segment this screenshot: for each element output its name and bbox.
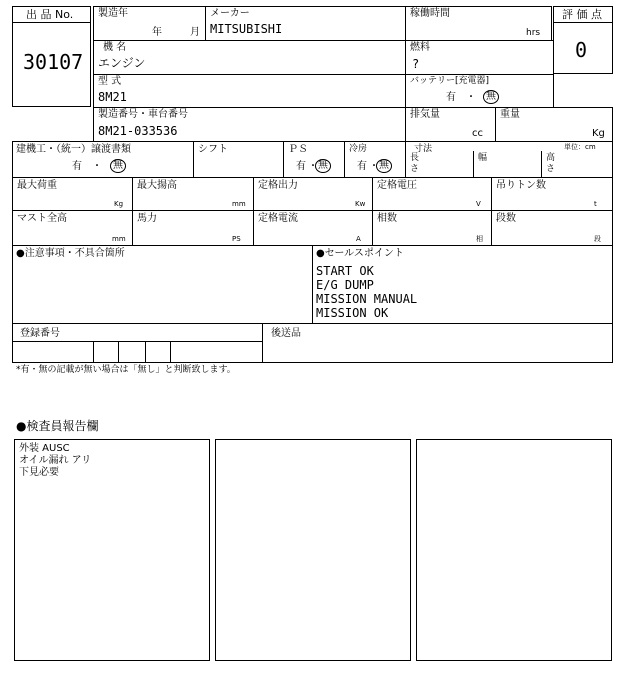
model-value: エンジン [98, 56, 146, 70]
battery-no-circled: 無 [483, 90, 499, 104]
max-load-label: 最大荷重 [17, 180, 57, 191]
inspector-box-2 [215, 439, 411, 661]
year-unit-year: 年 [152, 27, 162, 38]
weight-unit: Kg [592, 128, 605, 139]
ac-yes: 有 [357, 161, 367, 172]
year-label: 製造年 [98, 8, 128, 19]
ps-no-circled: 無 [315, 159, 331, 173]
sales-point-line: MISSION OK [316, 306, 389, 320]
rated-voltage-label: 定格電圧 [377, 180, 417, 191]
hoist-label: 吊りトン数 [496, 180, 546, 191]
phase-unit: 相 [476, 235, 483, 243]
mast-row [12, 210, 613, 246]
stages-label: 段数 [496, 213, 516, 224]
fuel-value: ? [412, 57, 420, 71]
displacement-label: 排気量 [410, 109, 440, 120]
battery-label: バッテリー[充電器] [410, 76, 490, 86]
unit-note: 単位：cm [564, 143, 596, 151]
length-label: 長 [410, 153, 420, 163]
mast-unit: mm [112, 235, 126, 243]
lot-number-label: 出 品 No. [26, 8, 74, 21]
ps-dot: ・ [308, 161, 318, 172]
type-cell [93, 74, 406, 108]
footnote: *有・無の記載が無い場合は「無し」と判断致します。 [16, 365, 236, 375]
serial-value: 8M21-033536 [98, 124, 178, 138]
inspector-note-line: 外装 AUSC [19, 443, 70, 454]
shipping-label: 後送品 [271, 328, 301, 339]
model-label: 機 名 [103, 42, 127, 53]
rated-current-label: 定格電流 [258, 213, 298, 224]
max-lift-label: 最大揚高 [137, 180, 177, 191]
height-label-sub: さ [546, 164, 556, 174]
ps-label: ＰＳ [288, 144, 308, 155]
ac-label: 冷房 [349, 144, 368, 154]
transfer-label: 建機工・（統一）譲渡書類 [16, 144, 131, 155]
fuel-label: 燃料 [410, 42, 430, 53]
ps-yes: 有 [296, 161, 306, 172]
sales-point-line: MISSION MANUAL [316, 292, 418, 306]
registration-row [12, 323, 613, 363]
rated-output-unit: Kw [355, 200, 366, 208]
max-lift-unit: mm [232, 200, 246, 208]
rating-value: 0 [575, 38, 588, 62]
rated-current-unit: A [356, 235, 361, 243]
year-unit-month: 月 [190, 27, 200, 38]
weight-label: 重量 [500, 109, 520, 120]
type-value: 8M21 [98, 90, 127, 104]
horsepower-unit: PS [232, 235, 241, 243]
length-label-sub: さ [410, 164, 420, 174]
inspector-note-line: 下見必要 [19, 467, 59, 478]
serial-label: 製造番号・車台番号 [98, 109, 188, 120]
horsepower-label: 馬力 [137, 213, 157, 224]
rated-output-label: 定格出力 [258, 180, 298, 191]
registration-label: 登録番号 [20, 328, 60, 339]
width-label: 幅 [478, 153, 488, 163]
maker-value: MITSUBISHI [210, 22, 283, 36]
stages-unit: 段 [594, 235, 601, 243]
notes-label: ●注意事項・不具合箇所 [16, 248, 125, 259]
transfer-yes: 有 [72, 161, 82, 172]
sales-point-line: E/G DUMP [316, 278, 374, 292]
max-load-unit: Kg [114, 200, 124, 208]
battery-yes: 有 [446, 92, 456, 103]
ac-no-circled: 無 [376, 159, 392, 173]
inspector-heading: ●検査員報告欄 [16, 419, 99, 433]
inspector-note-line: オイル漏れ アリ [19, 455, 92, 466]
transfer-dot: ・ [92, 161, 102, 172]
displacement-unit: cc [472, 128, 483, 139]
type-label: 型 式 [98, 76, 122, 87]
sales-points-label: ●セールスポイント [316, 248, 404, 259]
shift-label: シフト [198, 144, 228, 155]
maker-label: メーカー [210, 8, 250, 19]
mast-label: マスト全高 [17, 213, 67, 224]
phase-label: 相数 [377, 213, 397, 224]
battery-dot: ・ [466, 92, 476, 103]
ac-dot: ・ [369, 161, 379, 172]
hours-unit: hrs [526, 28, 541, 38]
transfer-no-circled: 無 [110, 159, 126, 173]
height-label: 高 [546, 153, 556, 163]
dimensions-label: 寸法 [414, 144, 433, 154]
rating-label: 評 価 点 [562, 8, 602, 21]
inspector-box-3 [416, 439, 612, 661]
hoist-unit: t [594, 200, 597, 208]
lot-number-value: 30107 [23, 50, 84, 74]
hours-label: 稼働時間 [410, 8, 450, 19]
rated-voltage-unit: V [476, 200, 481, 208]
sales-point-line: START OK [316, 264, 374, 278]
